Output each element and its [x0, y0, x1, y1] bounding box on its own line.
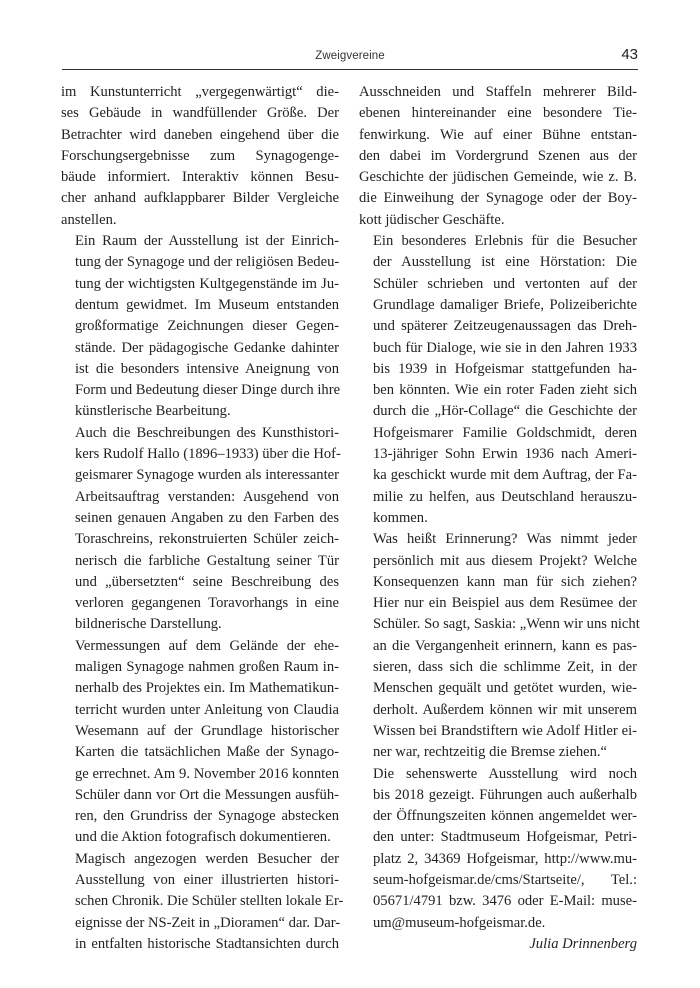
text-line: ner war, rechtzeitig die Bremse ziehen.“ — [373, 744, 608, 761]
text-line: den dabei im Vordergrund Szenen aus der — [359, 147, 637, 164]
text-line: Betrachter wird daneben eingehend über die — [61, 126, 339, 143]
text-line: bäude informiert. Interaktiv können Besu- — [61, 169, 339, 186]
text-line: ses Gebäude in wandfüllender Größe. Der — [61, 105, 339, 122]
author-signature: Julia Drinnenberg — [529, 935, 637, 952]
text-line: durch die „Hör-Collage“ die Geschichte der — [373, 403, 637, 420]
text-line: Wesemann auf der Grundlage historischer — [75, 722, 339, 739]
text-line: persönlich mit aus diesem Projekt? Welche — [373, 552, 637, 569]
paragraph — [61, 636, 339, 849]
text-line: Geschichte der jüdischen Gemeinde, wie z. B. — [359, 169, 637, 186]
text-line: cher anhand aufklappbarer Bilder Vergleiche — [61, 190, 339, 207]
text-line: schen Chronik. Die Schüler stellten lokale Er- — [75, 893, 344, 910]
text-line: stände. Der pädagogische Gedanke dahinter — [75, 339, 339, 356]
text-line: Wissen bei Brandstiftern wie Adolf Hitler ei- — [373, 722, 637, 739]
text-line: im Kunstunterricht „vergegenwärtigt“ die- — [61, 84, 339, 100]
text-line: Ausschneiden und Staffeln mehrerer Bild- — [359, 84, 637, 100]
left-column — [61, 82, 344, 955]
text-line: dentum gewidmet. Im Museum entstanden — [75, 296, 339, 313]
paragraph — [61, 849, 344, 955]
text-line: bis 2018 gezeigt. Führungen auch außerhalb — [373, 786, 637, 803]
text-line: Forschungsergebnisse zum Synagogenge- — [61, 147, 339, 164]
paragraph — [61, 231, 339, 423]
running-header — [62, 46, 638, 68]
text-line: Schüler. So sagt, Saskia: „Wenn wir uns nicht — [373, 616, 640, 633]
text-line: eignisse der NS-Zeit in „Dioramen“ dar. Dar- — [75, 914, 341, 931]
text-line: fenwirkung. Wie auf einer Bühne entstan- — [359, 126, 637, 143]
text-line: bildnerische Darstellung. — [75, 616, 222, 633]
text-line: ben könnten. Wie ein roter Faden zieht sich — [373, 382, 637, 399]
paragraph — [61, 423, 339, 636]
text-line: terricht wurden unter Anleitung von Claudia — [75, 701, 339, 718]
text-line: ge errechnet. Am 9. November 2016 konnten — [75, 765, 339, 782]
text-line: tung der Synagoge und der religiösen Bedeu- — [75, 254, 340, 271]
text-line: platz 2, 34369 Hofgeismar, http://www.mu- — [373, 850, 637, 867]
text-line: Hier nur ein Beispiel aus dem Resümee der — [373, 595, 637, 612]
text-line: milie zu helfen, aus Deutschland herauszu- — [373, 488, 637, 505]
text-line: seum-hofgeismar.de/cms/Startseite/, Tel.: — [373, 871, 637, 888]
text-line: kers Rudolf Hallo (1896–1933) über die Hof- — [75, 446, 341, 463]
text-line: Konsequenzen kann man für sich ziehen? — [373, 573, 637, 590]
text-line: und die Aktion fotografisch dokumentieren. — [75, 829, 331, 846]
paragraph — [359, 764, 637, 934]
text-line: derholt. Außerdem können wir mit unserem — [373, 701, 637, 718]
text-line: kott jüdischer Geschäfte. — [359, 211, 505, 228]
text-line: Toraschreins, rekonstruierten Schüler zeich- — [75, 531, 339, 548]
text-line: ist die besonders intensive Aneignung von — [75, 360, 339, 377]
text-line: tung der wichtigsten Kultgegenstände im Ju- — [75, 275, 339, 292]
text-line: Grundlage damaliger Briefe, Polizeiberichte — [373, 296, 637, 313]
text-line: in entfalten historische Stadtansichten durch — [75, 935, 339, 952]
text-line: Menschen gequält und getötet wurden, wie- — [373, 680, 637, 697]
text-line: die Einweihung der Synagoge oder der Boy- — [359, 190, 637, 207]
text-line: kommen. — [373, 509, 428, 526]
text-line: Schüler schrieben und vertonten auf der — [373, 275, 637, 292]
paragraph — [359, 529, 640, 763]
text-line: Form und Bedeutung dieser Dinge durch ihre — [75, 382, 341, 399]
running-title: Zweigvereine — [315, 50, 385, 62]
text-line: Vermessungen auf dem Gelände der ehe- — [75, 637, 339, 654]
text-line: Arbeitsauftrag verstanden: Ausgehend von — [75, 488, 339, 505]
text-line: den unter: Stadtmuseum Hofgeismar, Petri- — [373, 829, 637, 846]
text-line: an die Vergangenheit erinnern, kann es pas- — [373, 637, 637, 654]
text-line: Ausstellung von einer illustrierten histori- — [75, 871, 339, 888]
text-line: ebenen hintereinander eine besondere Tie- — [359, 105, 637, 122]
text-line: Was heißt Erinnerung? Was nimmt jeder — [373, 531, 637, 548]
text-line: Ein Raum der Ausstellung ist der Einrich- — [75, 233, 339, 250]
text-line: und „übersetzten“ seine Beschreibung des — [75, 573, 339, 590]
text-line: maligen Synagoge nahmen großen Raum in- — [75, 659, 339, 676]
text-line: geismarer Synagoge wurden als interessanter — [75, 467, 339, 484]
paragraph — [359, 82, 637, 231]
text-line: 13-jähriger Sohn Erwin 1936 nach Ameri- — [373, 446, 637, 463]
text-line: Hofgeismarer Familie Goldschmidt, deren — [373, 424, 637, 441]
text-line: künstlerische Bearbeitung. — [75, 403, 231, 420]
text-line: Die sehenswerte Ausstellung wird noch — [373, 765, 637, 782]
page-number: 43 — [621, 46, 638, 63]
paragraph — [359, 231, 637, 529]
header-rule — [62, 69, 638, 70]
text-line: seinen genauen Angaben zu den Farben des — [75, 509, 339, 526]
text-line: Ein besonderes Erlebnis für die Besucher — [373, 233, 637, 250]
text-line: anstellen. — [61, 211, 117, 228]
right-column — [359, 82, 640, 955]
text-line: Auch die Beschreibungen des Kunsthistori- — [75, 424, 339, 441]
text-line: nerisch die farbliche Gestaltung seiner Tür — [75, 552, 339, 569]
text-line: bis 1939 in Hofgeismar stattgefunden ha- — [373, 360, 637, 377]
text-line: der Öffnungszeiten können angemeldet wer- — [373, 808, 637, 825]
text-line: buch für Dialoge, wie sie in den Jahren 1933 — [373, 339, 637, 356]
text-line: um@museum-hofgeismar.de. — [373, 914, 546, 931]
text-line: Magisch angezogen werden Besucher der — [75, 850, 339, 867]
text-line: der Ausstellung ist eine Hörstation: Die — [373, 254, 637, 271]
text-line: sieren, dass sich die schlimme Zeit, in der — [373, 659, 637, 676]
text-line: 05671/4791 bzw. 3476 oder E-Mail: muse- — [373, 893, 637, 910]
text-line: Schüler dann vor Ort die Messungen ausfüh- — [75, 786, 339, 803]
text-line: nerhalb des Projektes ein. Im Mathematikun- — [75, 680, 339, 697]
paragraph — [61, 82, 339, 231]
text-line: großformatige Zeichnungen dieser Gegen- — [75, 318, 339, 335]
text-line: Karten die tatsächlichen Maße der Synago- — [75, 744, 339, 761]
text-line: und späterer Zeitzeugenaussagen das Dreh- — [373, 318, 637, 335]
text-line: ka geschickt wurde mit dem Auftrag, der Fa- — [373, 467, 637, 484]
text-line: ren, den Grundriss der Synagoge abstecken — [75, 808, 339, 825]
text-line: verloren gegangenen Toravorhangs in eine — [75, 595, 339, 612]
